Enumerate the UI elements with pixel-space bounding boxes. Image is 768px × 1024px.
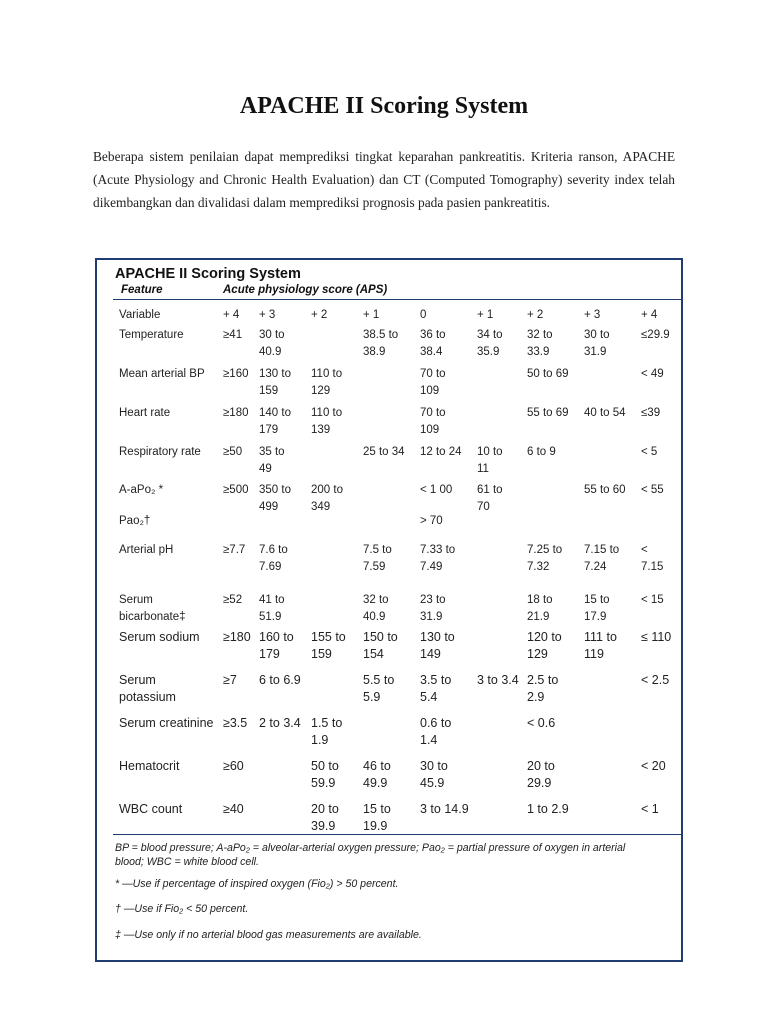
table-cell: 200 to 349 [311, 484, 343, 513]
footnote: * —Use if percentage of inspired oxygen (Fio₂) > 50 percent. [115, 878, 399, 890]
table-cell: 130 to 149 [420, 630, 455, 661]
table-cell: < 1 [641, 802, 659, 816]
table-cell: 111 to 119 [584, 630, 617, 661]
table-cell: 20 to 29.9 [527, 759, 555, 790]
table-cell: 61 to 70 [477, 484, 503, 513]
table-cell: ≥180 [223, 630, 251, 644]
intro-paragraph: Beberapa sistem penilaian dapat memprediksi tingkat keparahan pankreatitis. Kriteria ranson, APACHE (Acute Physiology and Chronic Health Evaluation) dan CT (Computed Tomography) severity index telah dikembangkan dan divalidasi dalam memprediksi prognosis pada pasien pankreatitis. [93, 149, 675, 210]
table-cell: 0.6 to 1.4 [420, 716, 452, 747]
table-cell: 5.5 to 5.9 [363, 673, 395, 704]
row-label: Serum bicarbonate‡ [119, 594, 186, 623]
table-cell: 38.5 to 38.9 [363, 329, 399, 358]
column-header: + 1 [363, 309, 380, 321]
table-cell: 46 to 49.9 [363, 759, 391, 790]
table-cell: 40 to 54 [584, 407, 626, 419]
table-cell: 2 to 3.4 [259, 716, 301, 730]
table-cell: ≥500 [223, 484, 249, 496]
table-cell: ≥3.5 [223, 716, 248, 730]
header-rule [113, 299, 683, 300]
table-cell: 25 to 34 [363, 446, 405, 458]
table-cell: 32 to 33.9 [527, 329, 553, 358]
row-label: Serum creatinine [119, 716, 214, 730]
table-cell: ≥160 [223, 368, 249, 380]
row-label: Hematocrit [119, 759, 180, 773]
row-label: WBC count [119, 802, 183, 816]
table-cell: < 49 [641, 368, 664, 380]
column-header: Variable [119, 309, 161, 321]
table-cell: 7.25 to 7.32 [527, 544, 563, 573]
table-cell: < 0.6 [527, 716, 556, 730]
row-label: Respiratory rate [119, 446, 201, 458]
table-cell: 15 to 17.9 [584, 594, 610, 623]
table-cell: 30 to 31.9 [584, 329, 610, 358]
table-cell: < 7.15 [641, 544, 664, 573]
row-label: Pao₂† [119, 515, 151, 527]
table-cell: 50 to 59.9 [311, 759, 339, 790]
table-cell: ≥41 [223, 329, 243, 341]
table-cell: 6 to 9 [527, 446, 556, 458]
table-cell: 350 to 499 [259, 484, 291, 513]
table-cell: 3 to 3.4 [477, 673, 519, 687]
footnote-rule [113, 834, 683, 835]
table-cell: 7.15 to 7.24 [584, 544, 620, 573]
row-label: Serum potassium [119, 673, 176, 704]
row-label: A-aPo₂ * [119, 484, 164, 496]
table-cell: < 55 [641, 484, 664, 496]
table-cell: 30 to 45.9 [420, 759, 448, 790]
table-cell: 7.6 to 7.69 [259, 544, 288, 573]
column-header: + 4 [641, 309, 658, 321]
row-label: Mean arterial BP [119, 368, 205, 380]
table-cell: ≥40 [223, 802, 244, 816]
table-cell: 7.33 to 7.49 [420, 544, 456, 573]
table-cell: > 70 [420, 515, 443, 527]
table-cell: < 15 [641, 594, 664, 606]
table-cell: ≥50 [223, 446, 243, 458]
table-cell: 30 to 40.9 [259, 329, 285, 358]
column-header: + 3 [259, 309, 276, 321]
table-cell: 10 to 11 [477, 446, 503, 475]
table-cell: 70 to 109 [420, 368, 446, 397]
column-header: 0 [420, 309, 427, 321]
row-label: Arterial pH [119, 544, 174, 556]
table-cell: 140 to 179 [259, 407, 291, 436]
table-cell: 50 to 69 [527, 368, 569, 380]
table-cell: < 20 [641, 759, 666, 773]
table-cell: < 2.5 [641, 673, 670, 687]
table-cell: ≥7.7 [223, 544, 246, 556]
table-cell: ≤ 110 [641, 630, 672, 644]
table-cell: 12 to 24 [420, 446, 462, 458]
table-cell: 3.5 to 5.4 [420, 673, 452, 704]
table-cell: 3 to 14.9 [420, 802, 469, 816]
table-cell: < 5 [641, 446, 658, 458]
footnote: BP = blood pressure; A-aPo₂ = alveolar-arterial oxygen pressure; Pao₂ = partial pressure of oxygen in arterial blood; WBC = white blood cell. [115, 842, 626, 868]
column-header: + 1 [477, 309, 494, 321]
table-cell: 20 to 39.9 [311, 802, 339, 833]
table-cell: 23 to 31.9 [420, 594, 446, 623]
table-cell: 6 to 6.9 [259, 673, 301, 687]
table-cell: 7.5 to 7.59 [363, 544, 392, 573]
table-cell: 160 to 179 [259, 630, 294, 661]
table-cell: ≤39 [641, 407, 661, 419]
row-label: Heart rate [119, 407, 171, 419]
column-header: + 3 [584, 309, 601, 321]
table-cell: 34 to 35.9 [477, 329, 503, 358]
table-cell: < 1 00 [420, 484, 453, 496]
column-header: + 4 [223, 309, 240, 321]
feature-header: Feature [121, 284, 163, 296]
table-cell: 55 to 69 [527, 407, 569, 419]
table-cell: 32 to 40.9 [363, 594, 389, 623]
table-cell: 110 to 139 [311, 407, 343, 436]
table-cell: 55 to 60 [584, 484, 626, 496]
column-header: + 2 [527, 309, 544, 321]
table-cell: 2.5 to 2.9 [527, 673, 559, 704]
table-cell: 110 to 129 [311, 368, 343, 397]
table-cell: ≥7 [223, 673, 237, 687]
table-cell: ≥60 [223, 759, 244, 773]
aps-header: Acute physiology score (APS) [223, 284, 388, 296]
table-cell: 155 to 159 [311, 630, 346, 661]
table-cell: 18 to 21.9 [527, 594, 553, 623]
table-cell: 130 to 159 [259, 368, 291, 397]
table-cell: 1.5 to 1.9 [311, 716, 343, 747]
table-cell: 35 to 49 [259, 446, 285, 475]
table-cell: 1 to 2.9 [527, 802, 569, 816]
table-cell: ≥180 [223, 407, 249, 419]
table-cell: 150 to 154 [363, 630, 398, 661]
table-cell: 41 to 51.9 [259, 594, 285, 623]
row-label: Serum sodium [119, 630, 200, 644]
footnote: † —Use if Fio₂ < 50 percent. [115, 903, 249, 915]
table-cell: 120 to 129 [527, 630, 562, 661]
table-cell: 70 to 109 [420, 407, 446, 436]
apache-table-figure [95, 258, 683, 962]
figure-title: APACHE II Scoring System [115, 266, 301, 282]
table-cell: ≤29.9 [641, 329, 670, 341]
table-cell: ≥52 [223, 594, 243, 606]
table-cell: 15 to 19.9 [363, 802, 391, 833]
row-label: Temperature [119, 329, 184, 341]
table-cell: 36 to 38.4 [420, 329, 446, 358]
column-header: + 2 [311, 309, 328, 321]
page-title: APACHE II Scoring System [239, 93, 529, 119]
footnote: ‡ —Use only if no arterial blood gas measurements are available. [115, 929, 422, 941]
